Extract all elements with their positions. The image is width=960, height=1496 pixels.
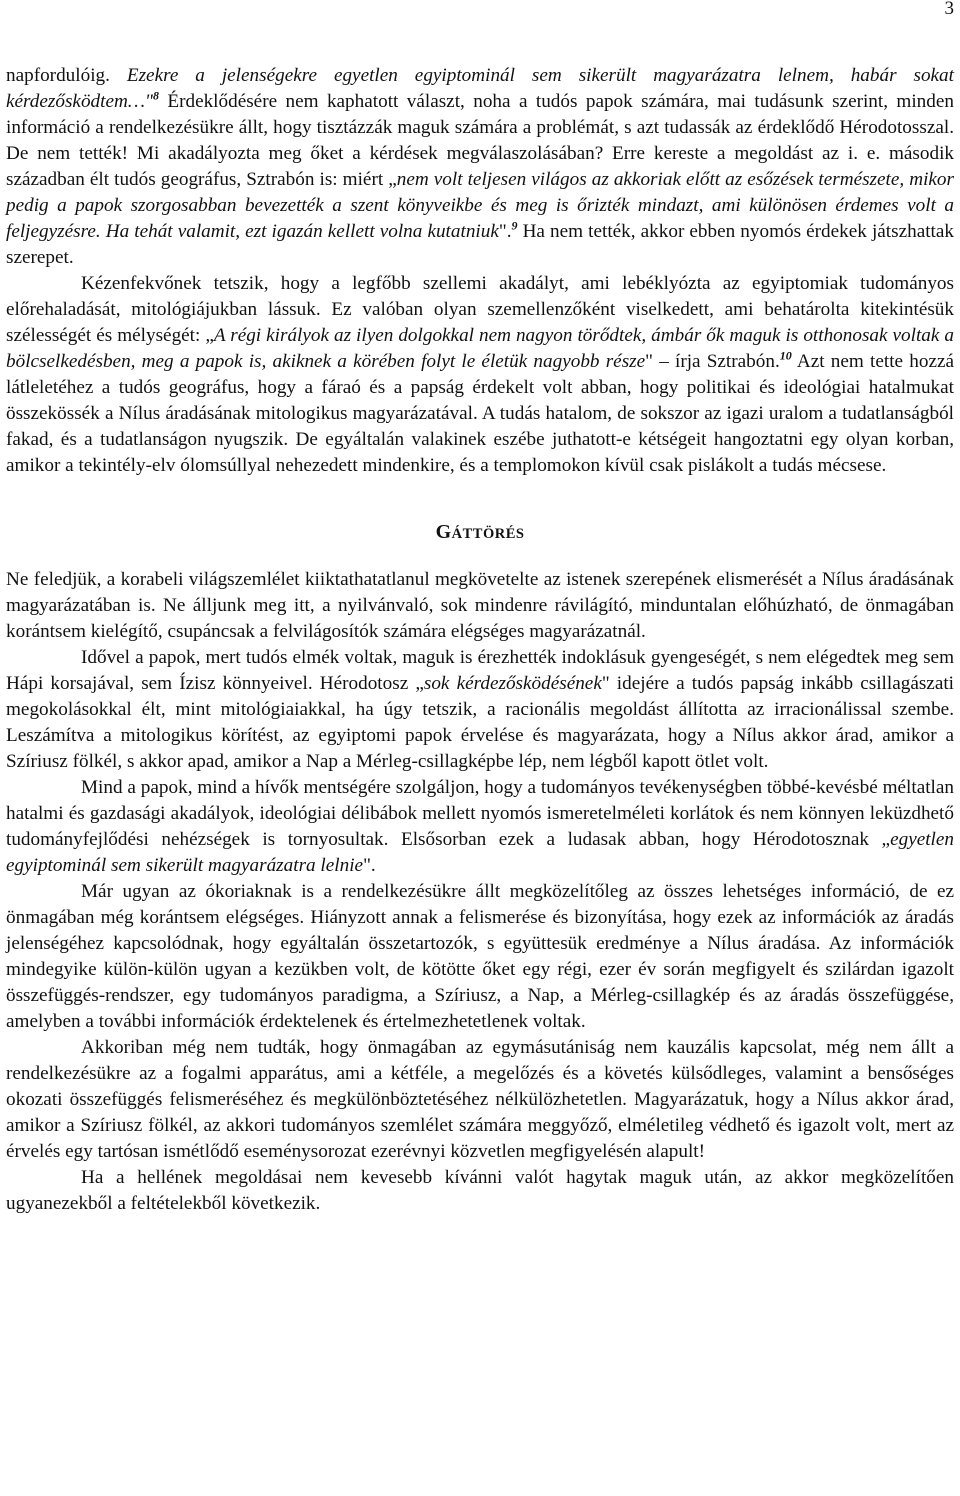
document-body bbox=[6, 63, 954, 1217]
paragraph: Ha a hellének megoldásai nem kevesebb kívánni valót hagytak maguk után, az akkor megközelítően ugyanezekből a feltételekből következik. bbox=[6, 1167, 954, 1214]
text-span: " idejére a tudós papság inkább csillagászati megokolásokkal élt, mint mitológiaiakkal, ha úgy tetszik, a racionális megoldást állította az irracionálissal szembe. Leszámítva a mitologikus körítést, az egyiptomi papok érvelése és magyarázata, hogy a Nílus akkor árad, amikor a Szíriusz fölkél, s akkor apad, amikor a Nap a Mérleg-csillagképbe lép, nem légből kapott ötlet volt. bbox=[6, 673, 955, 772]
text-span: napfordulóig. bbox=[6, 65, 127, 86]
quote-italic: nem volt teljesen világos az akkoriak előtt az esőzések természete, mikor pedig a papok szorgosabban bevezették a szent könyveikbe és meg is őrizték mindazt, ami különösen érdemes volt a feljegyzésre. Ha tehát valamit, ezt igazán kellett volna kutatniuk bbox=[6, 169, 954, 242]
paragraph bbox=[6, 645, 954, 775]
quote-italic: Ezekre a jelenségekre egyetlen egyiptominál sem sikerült magyarázatra lelnem, habár sokat kérdezősködtem…" bbox=[6, 65, 954, 112]
text-span: Érdeklődésére nem kaphatott választ, noha a tudós papok számára, mai tudásunk szerint, minden információ a rendelkezésükre állt, hogy tisztázzák maguk számára a problémát, s azt tudassák az érdeklődő Hérodotosszal. De nem tették! Mi akadályozta meg őket a kérdések megválaszolásában? Erre kereste a megoldást az i. e. második században élt tudós geográfus, Sztrabón is: miért „ bbox=[6, 91, 954, 190]
text-span: Kézenfekvőnek tetszik, hogy a legfőbb szellemi akadályt, ami lebéklyózta az egyiptomiak tudományos előrehaladását, mitológiájukban lássuk. Ez valóban olyan szemellenzőként viselkedett, ami behatárolta kitekintésük szélességét és mélységét: „ bbox=[6, 273, 954, 346]
paragraph: Már ugyan az ókoriaknak is a rendelkezésükre állt megközelítőleg az összes lehetséges információ, de ez önmagában még korántsem elégséges. Hiányzott annak a felismerése és bizonyítása, hogy ezek az információk az áradás jelenségéhez kapcsolódnak, hogy egyáltalán összetartozók, s együttesük eredménye a Nílus áradása. Az információk mindegyike külön-külön ugyan a kezükben volt, de kötötte őket egy régi, ezer év során megfigyelt és szilárdan igazolt összefüggés-rendszer, egy tudományos paradigma, a Szíriusz, a Nap, a Mérleg-csillagkép és az áradás összefüggése, amelyben a további információk érdektelenek és értelmezhetetlenek voltak. bbox=[6, 881, 954, 1032]
quote-italic: A régi királyok az ilyen dolgokkal nem nagyon törődtek, ámbár ők maguk is otthonosak voltak a bölcselkedésben, meg a papok is, akiknek a körében folyt le életük nagyobb része bbox=[6, 325, 955, 372]
footnote-ref: 9 bbox=[511, 218, 518, 233]
text-span: Ha nem tették, akkor ebben nyomós érdekek játszhattak szerepet. bbox=[6, 221, 954, 268]
text-span: ". bbox=[498, 221, 512, 242]
footnote-ref: 10 bbox=[779, 348, 792, 363]
text-span: Mind a papok, mind a hívők mentségére szolgáljon, hogy a tudományos tevékenységben többé-kevésbé méltatlan hatalmi és gazdasági akadályok, ideológiai délibábok mellett nyomós ismeretelméleti korlátok és nem könnyen leküzdhető tudományfejlődési nehézségek is tornyosultak. Elsősorban ezek a ludasak abban, hogy Hérodotosznak „ bbox=[6, 777, 954, 850]
text-span: " – írja Sztrabón. bbox=[645, 351, 780, 372]
quote-italic: egyetlen egyiptominál sem sikerült magyarázatra lelnie bbox=[6, 829, 954, 876]
text-span: Azt nem tette hozzá látleletéhez a tudós geográfus, hogy a fáraó és a papság érdekelt volt abban, hogy politikai és ideológiai hatalmukat összekössék a Nílus áradásának mitologikus magyarázatával. A tudás hatalom, de sokszor az igazi uralom a tudatlanságból fakad, és a tudatlanságon nyugszik. De egyáltalán valakinek eszébe juthatott-e kétségeit hangoztatni egy olyan korban, amikor a tekintély-elv ólomsúllyal nehezedett mindenkire, és a templomokon kívül csak pislákolt a tudás mécsese. bbox=[6, 351, 955, 476]
paragraph bbox=[6, 63, 954, 271]
text-span: ". bbox=[363, 855, 376, 876]
text-span: Idővel a papok, mert tudós elmék voltak, maguk is érezhették indoklásuk gyengeségét, s nem elégedtek meg sem Hápi korsajával, sem Ízisz könnyeivel. Hérodotosz „ bbox=[6, 647, 954, 694]
paragraph: Akkoriban még nem tudták, hogy önmagában az egymásutániság nem kauzális kapcsolat, még nem állt a rendelkezésükre az a fogalmi apparátus, ami a kétféle, a megelőzés és a követés külsődleges, valamint a bensőséges okozati összefüggés felismeréséhez és megkülönböztetéséhez nélkülözhetetlen. Magyarázatuk, hogy a Nílus akkor árad, amikor a Szíriusz fölkél, az akkori tudományos szemlélet számára meggyőző, elméletileg védhető és igazolt volt, mert az érvelés egy tartósan ismétlődő eseménysorozat ezerévnyi közvetlen megfigyelésén alapult! bbox=[6, 1037, 954, 1162]
paragraph bbox=[6, 775, 954, 879]
paragraph bbox=[6, 271, 954, 479]
page-number: 3 bbox=[944, 0, 954, 19]
section-heading: GÁTTÖRÉS bbox=[435, 521, 525, 543]
quote-italic: sok kérdezősködésének bbox=[423, 673, 602, 694]
footnote-ref: 8 bbox=[152, 88, 159, 103]
paragraph: Ne feledjük, a korabeli világszemlélet kiiktathatatlanul megkövetelte az istenek szerepének elismerését a Nílus áradásának magyarázatában is. Ne álljunk meg itt, a nyilvánvaló, sok mindenre rávilágító, minduntalan előhúzható, de önmagában korántsem kielégítő, csupáncsak a felvilágosítók számára elégséges magyarázatnál. bbox=[6, 569, 954, 642]
